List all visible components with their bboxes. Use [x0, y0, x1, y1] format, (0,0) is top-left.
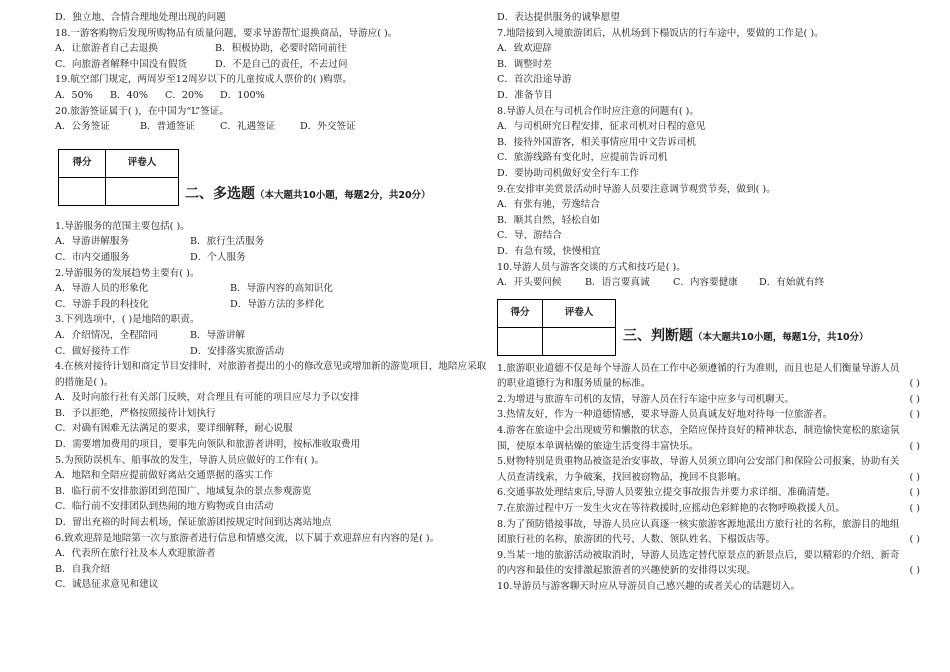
option: C．礼遇签证 — [220, 121, 276, 133]
option: C．导游手段的科技化 — [55, 298, 149, 310]
option: D．要协助司机做好安全行车工作 — [497, 167, 640, 179]
judge-item — [497, 392, 942, 408]
grader-label: 评卷人 — [543, 299, 616, 327]
option: B．顺其自然，轻松自如 — [497, 214, 600, 226]
options-row — [55, 328, 493, 344]
judge-item — [497, 407, 942, 423]
option: C．旅游线路有变化时，应提前告诉司机 — [497, 152, 668, 164]
option: B．调整时差 — [497, 58, 553, 70]
options-row — [55, 344, 493, 360]
options-row — [55, 57, 493, 73]
right-column — [497, 10, 942, 595]
option: D．留出充裕的时间去机场，保证旅游团按规定时间到达离站地点 — [55, 517, 332, 529]
question-10: 10.导游人员与游客交谈的方式和技巧是( )。 — [497, 261, 686, 273]
options-row — [55, 41, 493, 57]
judge-text: 10.导游员与游客聊天时应从导游员自己感兴趣的或者关心的话题切入。 — [497, 581, 801, 592]
option: A．致欢迎辞 — [497, 43, 552, 55]
question-4: 4.在核对接待计划和商定节目安排时，对旅游者提出的小的修改意见或增加新的游览项目，地陪应采取的措施是( )。 — [55, 361, 487, 388]
section-subtitle: （本大题共10小题，每题1分，共10分） — [693, 331, 869, 343]
option: B．40% — [110, 89, 148, 101]
option: C．内容要健康 — [673, 277, 738, 289]
option: A．及时向旅行社有关部门反映，对合理且有可能的项目应尽力予以安排 — [55, 392, 360, 404]
question-3: 3.下列选项中，( )是地陪的职责。 — [55, 314, 200, 326]
judge-item — [497, 548, 942, 579]
option: B．积极协助，必要时陪同前往 — [215, 43, 347, 55]
answer-parentheses[interactable]: ( ) — [909, 393, 920, 405]
option: A．有张有驰，劳逸结合 — [497, 199, 600, 211]
option: D．个人服务 — [190, 251, 246, 263]
left-column — [55, 10, 493, 593]
option: C．市内交通服务 — [55, 251, 130, 263]
question-1: 1.导游服务的范围主要包括( )。 — [55, 220, 190, 232]
option: A．与司机研究日程安排，征求司机对日程的意见 — [497, 121, 706, 133]
options-row — [55, 250, 493, 266]
option: B．予以拒绝，严格按照接待计划执行 — [55, 407, 216, 419]
option: D．表达提供服务的诚挚愿望 — [497, 12, 620, 23]
score-label: 得分 — [498, 299, 543, 327]
grader-cell[interactable] — [106, 177, 179, 205]
question-9: 9.在安排审美赏景活动时导游人员要注意调节观赏节奏，做到( )。 — [497, 183, 776, 195]
section-title-text: 二、多选题 — [185, 185, 255, 202]
option: D．100% — [220, 89, 265, 101]
question-18: 18.一游客购物后发现所购物品有质量问题，要求导游帮忙退换商品，导游应( )。 — [55, 27, 398, 39]
answer-parentheses[interactable]: ( ) — [909, 409, 920, 421]
question-5: 5.为预防误机车、船事故的发生，导游人员应做好的工作有( )。 — [55, 454, 325, 466]
option: D．有急有缓，快慢相宜 — [497, 245, 601, 257]
option: B．临行前不安排旅游团到范围广、地域复杂的景点参观游览 — [55, 485, 312, 497]
judge-text: 8.为了预防错接事故，导游人员应认真逐一核实旅游客源地派出方旅行社的名称，旅游目的地组团旅行社的名称，旅游团的代号、人数、领队姓名、下榻饭店等。 — [497, 518, 900, 546]
section-2-header — [55, 149, 493, 219]
judge-item — [497, 501, 942, 517]
judge-text: 6.交通事故处理结束后,导游人员要独立提交事故报告并要力求详细、准确清楚。 — [497, 487, 836, 499]
option: D．导游方法的多样化 — [230, 298, 325, 310]
score-label: 得分 — [59, 149, 106, 177]
option: B．接待外国游客，相关事情应用中文告诉司机 — [497, 136, 696, 148]
option: A．50% — [55, 89, 93, 101]
option: A．公务签证 — [55, 121, 110, 133]
section-3-title — [623, 329, 869, 346]
answer-parentheses[interactable]: ( ) — [909, 487, 920, 499]
option: B．导游内容的高知识化 — [230, 283, 333, 295]
section-2-title — [185, 187, 431, 204]
score-cell[interactable] — [59, 177, 106, 205]
judge-text: 7.在旅游过程中万一发生火灾在等待救援时,应摇动色彩鲜艳的衣物呼唤救援人员。 — [497, 503, 845, 515]
judge-text: 9.当某一地的旅游活动被取消时，导游人员选定替代原景点的新景点后，要以精彩的介绍、新奇的内容和最佳的安排激起旅游者的兴趣使新的安排得以实现。 — [497, 549, 900, 577]
options-row — [55, 281, 493, 297]
question-19: 19.航空部门规定，两周岁至12周岁以下的儿童按成人票价的( )购票。 — [55, 74, 353, 86]
score-table — [497, 299, 616, 356]
option: C．向旅游者解释中国没有假货 — [55, 58, 188, 70]
grader-label: 评卷人 — [106, 149, 179, 177]
section-title-text: 三、判断题 — [623, 327, 693, 344]
judge-text: 5.财物特别是贵重物品被盗是治安事故，导游人员须立即向公安部门和保险公司报案，协助有关人员查清线索，力争破案，找回被窃物品，挽回不良影响。 — [497, 456, 900, 483]
option: A．导游人员的形象化 — [55, 283, 149, 295]
answer-parentheses[interactable]: ( ) — [909, 534, 920, 546]
option: B．旅行生活服务 — [190, 236, 265, 248]
answer-parentheses[interactable]: ( ) — [909, 378, 920, 390]
question-7: 7.地陪接到入境旅游团后，从机场到下榻饭店的行车途中，要做的工作是( )。 — [497, 27, 824, 39]
option: D．外交签证 — [300, 121, 356, 133]
option: C．导、游结合 — [497, 230, 562, 242]
option: A．介绍情况，全程陪同 — [55, 329, 158, 341]
judge-item — [497, 517, 942, 548]
answer-parentheses[interactable]: ( ) — [909, 565, 920, 577]
option: D．需要增加费用的项目，要事先向领队和旅游者讲明，按标准收取费用 — [55, 439, 361, 451]
judge-item — [497, 485, 942, 501]
question-line: D．独立地、合情合理地处理出现的问题 — [55, 12, 226, 23]
option: C．诚恳征求意见和建议 — [55, 579, 159, 591]
option: B．导游讲解 — [190, 329, 246, 341]
option: B．普通签证 — [140, 121, 196, 133]
judge-item — [497, 361, 942, 392]
option: B．自我介绍 — [55, 563, 111, 575]
option: D．不是自己的责任，不去过问 — [215, 58, 348, 70]
section-subtitle: （本大题共10小题，每题2分，共20分） — [255, 189, 431, 201]
option: A．地陪和全陪应提前做好离站交通票据的落实工作 — [55, 470, 273, 482]
judge-text: 1.旅游职业道德不仅是每个导游人员在工作中必须遵循的行为准则，而且也是人们衡量导游人员的职业道德行为和服务质量的标准。 — [497, 362, 900, 390]
options-row — [55, 297, 493, 313]
option: A．导游讲解服务 — [55, 236, 130, 248]
question-20: 20.旅游签证属于( )，在中国为“L”签证。 — [55, 105, 229, 117]
score-table — [58, 149, 179, 206]
answer-parentheses[interactable]: ( ) — [909, 471, 920, 483]
option: A．让旅游者自己去退换 — [55, 43, 158, 55]
option: C．对确有困难无法满足的要求，要详细解释，耐心说服 — [55, 423, 293, 435]
question-8: 8.导游人员在与司机合作时应注意的问题有( )。 — [497, 105, 699, 117]
judge-item — [497, 423, 942, 454]
judge-item — [497, 579, 942, 595]
judge-item — [497, 454, 942, 485]
judge-text: 4.游客在旅途中会出现疲劳和懒散的状态，全陪应保持良好的精神状态，制造愉快宽松的旅途氛围，使原本单调枯燥的旅途生活变得丰富快乐。 — [497, 425, 900, 452]
section-3-header — [497, 299, 942, 361]
score-cell[interactable] — [498, 327, 543, 355]
options-row — [55, 88, 493, 104]
option: D．准备节目 — [497, 89, 553, 101]
option: C．做好接待工作 — [55, 345, 130, 357]
option: D．有始就有终 — [759, 277, 825, 289]
option: B．语言要真诚 — [585, 277, 650, 289]
option: D．安排落实旅游活动 — [190, 345, 285, 357]
options-row — [55, 119, 493, 135]
option: A．代表所在旅行社及本人欢迎旅游者 — [55, 548, 216, 560]
grader-cell[interactable] — [543, 327, 616, 355]
answer-parentheses[interactable]: ( ) — [909, 440, 920, 452]
judge-list — [497, 361, 942, 595]
question-2: 2.导游服务的发展趋势主要有( )。 — [55, 267, 200, 279]
options-row — [497, 275, 942, 291]
judge-text: 2.为增进与旅游车司机的友情，导游人员在行车途中应多与司机聊天。 — [497, 393, 794, 405]
options-row — [55, 234, 493, 250]
option: C．首次沿途导游 — [497, 74, 572, 86]
option: C．20% — [165, 89, 204, 101]
question-6: 6.致欢迎辞是地陪第一次与旅游者进行信息和情感交流，以下属于欢迎辞应有内容的是( )。 — [55, 532, 440, 544]
answer-parentheses[interactable]: ( ) — [909, 503, 920, 515]
option: A．开头要问候 — [497, 277, 562, 289]
option: C．临行前不安排团队到热闹的地方购物或自由活动 — [55, 501, 274, 513]
judge-text: 3.热情友好，作为一种道德情感，要求导游人员真诚友好地对待每一位旅游者。 — [497, 409, 833, 421]
